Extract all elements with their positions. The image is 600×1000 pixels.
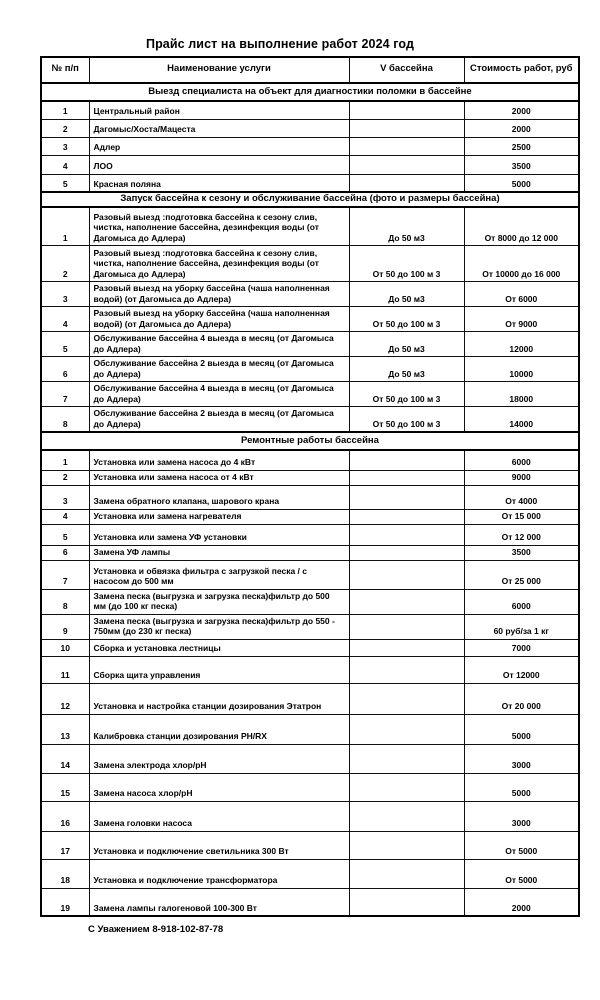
row-number-cell: 6 xyxy=(41,357,89,382)
table-row xyxy=(41,407,579,433)
service-name-cell: Замена лампы галогеновой 100-300 Вт xyxy=(89,888,349,916)
pool-volume-cell xyxy=(349,155,464,174)
table-row xyxy=(41,207,579,246)
pool-volume-cell xyxy=(349,683,464,714)
pool-volume-cell xyxy=(349,545,464,560)
price-table-body xyxy=(41,83,579,916)
pool-volume-cell xyxy=(349,859,464,888)
table-row xyxy=(41,589,579,614)
page-title: Прайс лист на выполнение работ 2024 год xyxy=(145,37,415,51)
pool-volume-cell: До 50 м3 xyxy=(349,207,464,246)
price-cell: 2000 xyxy=(464,101,579,119)
row-number-cell: 2 xyxy=(41,119,89,137)
pool-volume-cell xyxy=(349,470,464,485)
row-number-cell: 2 xyxy=(41,246,89,282)
pool-volume-cell xyxy=(349,714,464,744)
service-name-cell: Обслуживание бассейна 4 выезда в месяц (от Дагомыса до Адлера) xyxy=(89,332,349,357)
service-name-cell: Замена песка (выгрузка и загрузка песка)фильтр до 550 - 750мм (до 230 кг песка) xyxy=(89,614,349,639)
pool-volume-cell: От 50 до 100 м 3 xyxy=(349,407,464,433)
row-number-cell: 13 xyxy=(41,714,89,744)
price-cell: От 12 000 xyxy=(464,524,579,545)
pool-volume-cell xyxy=(349,119,464,137)
row-number-cell: 12 xyxy=(41,683,89,714)
service-name-cell: Установка или замена насоса до 4 кВт xyxy=(89,450,349,470)
price-cell: 3000 xyxy=(464,744,579,773)
table-row xyxy=(41,450,579,470)
pool-volume-cell xyxy=(349,831,464,859)
column-header-volume: V бассейна xyxy=(349,57,464,83)
row-number-cell: 3 xyxy=(41,137,89,155)
pool-volume-cell: До 50 м3 xyxy=(349,282,464,307)
table-row xyxy=(41,382,579,407)
table-row xyxy=(41,614,579,639)
pool-volume-cell: От 50 до 100 м 3 xyxy=(349,307,464,332)
service-name-cell: Установка и подключение трансформатора xyxy=(89,859,349,888)
table-row xyxy=(41,524,579,545)
table-row xyxy=(41,683,579,714)
row-number-cell: 3 xyxy=(41,485,89,509)
price-cell: 60 руб/за 1 кг xyxy=(464,614,579,639)
section-header: Ремонтные работы бассейна xyxy=(41,432,579,450)
table-row xyxy=(41,155,579,174)
service-name-cell: Установка и обвязка фильтра с загрузкой песка / с насосом до 500 мм xyxy=(89,560,349,589)
service-name-cell: Красная поляна xyxy=(89,174,349,192)
price-cell: От 12000 xyxy=(464,656,579,683)
service-name-cell: Замена обратного клапана, шарового крана xyxy=(89,485,349,509)
service-name-cell: Дагомыс/Хоста/Мацеста xyxy=(89,119,349,137)
table-row xyxy=(41,639,579,656)
price-cell: 14000 xyxy=(464,407,579,433)
table-row xyxy=(41,560,579,589)
service-name-cell: Замена насоса хлор/pH xyxy=(89,773,349,801)
row-number-cell: 7 xyxy=(41,382,89,407)
price-cell: 6000 xyxy=(464,589,579,614)
price-cell: От 5000 xyxy=(464,831,579,859)
row-number-cell: 18 xyxy=(41,859,89,888)
service-name-cell: Обслуживание бассейна 4 выезда в месяц (от Дагомыса до Адлера) xyxy=(89,382,349,407)
table-row xyxy=(41,332,579,357)
row-number-cell: 10 xyxy=(41,639,89,656)
price-cell: 2000 xyxy=(464,888,579,916)
row-number-cell: 1 xyxy=(41,207,89,246)
row-number-cell: 5 xyxy=(41,332,89,357)
column-header-price: Стоимость работ, руб xyxy=(464,57,579,83)
pool-volume-cell: От 50 до 100 м 3 xyxy=(349,382,464,407)
service-name-cell: Центральный район xyxy=(89,101,349,119)
table-row xyxy=(41,282,579,307)
price-cell: От 15 000 xyxy=(464,509,579,524)
pool-volume-cell xyxy=(349,560,464,589)
service-name-cell: Обслуживание бассейна 2 выезда в месяц (от Дагомыса до Адлера) xyxy=(89,407,349,433)
row-number-cell: 3 xyxy=(41,282,89,307)
price-cell: От 20 000 xyxy=(464,683,579,714)
table-row xyxy=(41,509,579,524)
row-number-cell: 9 xyxy=(41,614,89,639)
table-row xyxy=(41,831,579,859)
service-name-cell: Замена УФ лампы xyxy=(89,545,349,560)
table-header-row xyxy=(41,57,579,83)
price-cell: От 4000 xyxy=(464,485,579,509)
pool-volume-cell xyxy=(349,137,464,155)
table-row xyxy=(41,470,579,485)
service-name-cell: Установка и настройка станции дозирования Этатрон xyxy=(89,683,349,714)
price-cell: 2500 xyxy=(464,137,579,155)
pool-volume-cell: До 50 м3 xyxy=(349,332,464,357)
row-number-cell: 17 xyxy=(41,831,89,859)
row-number-cell: 1 xyxy=(41,101,89,119)
row-number-cell: 4 xyxy=(41,155,89,174)
row-number-cell: 2 xyxy=(41,470,89,485)
row-number-cell: 14 xyxy=(41,744,89,773)
pool-volume-cell xyxy=(349,524,464,545)
pool-volume-cell xyxy=(349,656,464,683)
service-name-cell: Разовый выезд на уборку бассейна (чаша наполненная водой) (от Дагомыса до Адлера) xyxy=(89,282,349,307)
row-number-cell: 5 xyxy=(41,174,89,192)
pool-volume-cell: От 50 до 100 м 3 xyxy=(349,246,464,282)
pool-volume-cell xyxy=(349,485,464,509)
service-name-cell: Замена песка (выгрузка и загрузка песка)фильтр до 500 мм (до 100 кг песка) xyxy=(89,589,349,614)
service-name-cell: ЛОО xyxy=(89,155,349,174)
section-header: Запуск бассейна к сезону и обслуживание бассейна (фото и размеры бассейна) xyxy=(41,192,579,207)
price-cell: 10000 xyxy=(464,357,579,382)
row-number-cell: 15 xyxy=(41,773,89,801)
table-row xyxy=(41,545,579,560)
table-row xyxy=(41,246,579,282)
price-cell: 18000 xyxy=(464,382,579,407)
row-number-cell: 16 xyxy=(41,801,89,831)
row-number-cell: 19 xyxy=(41,888,89,916)
section-header-row xyxy=(41,83,579,101)
service-name-cell: Установка или замена УФ установки xyxy=(89,524,349,545)
column-header-service: Наименование услуги xyxy=(89,57,349,83)
table-row xyxy=(41,357,579,382)
pool-volume-cell xyxy=(349,773,464,801)
price-cell: От 8000 до 12 000 xyxy=(464,207,579,246)
service-name-cell: Замена головки насоса xyxy=(89,801,349,831)
price-cell: 5000 xyxy=(464,714,579,744)
service-name-cell: Разовый выезд на уборку бассейна (чаша наполненная водой) (от Дагомыса до Адлера) xyxy=(89,307,349,332)
row-number-cell: 8 xyxy=(41,589,89,614)
table-row xyxy=(41,174,579,192)
service-name-cell: Обслуживание бассейна 2 выезда в месяц (от Дагомыса до Адлера) xyxy=(89,357,349,382)
price-cell: 9000 xyxy=(464,470,579,485)
pool-volume-cell xyxy=(349,450,464,470)
service-name-cell: Адлер xyxy=(89,137,349,155)
price-cell: 2000 xyxy=(464,119,579,137)
price-cell: 5000 xyxy=(464,773,579,801)
price-cell: От 6000 xyxy=(464,282,579,307)
price-cell: От 9000 xyxy=(464,307,579,332)
service-name-cell: Установка или замена насоса от 4 кВт xyxy=(89,470,349,485)
service-name-cell: Установка и подключение светильника 300 Вт xyxy=(89,831,349,859)
price-cell: 3500 xyxy=(464,545,579,560)
table-row xyxy=(41,773,579,801)
pool-volume-cell xyxy=(349,888,464,916)
row-number-cell: 1 xyxy=(41,450,89,470)
price-cell: 7000 xyxy=(464,639,579,656)
price-cell: 6000 xyxy=(464,450,579,470)
price-cell: От 10000 до 16 000 xyxy=(464,246,579,282)
table-row xyxy=(41,485,579,509)
service-name-cell: Разовый выезд :подготовка бассейна к сезону слив, чистка, наполнение бассейна, дезинфекция воды (от Дагомыса до Адлера) xyxy=(89,207,349,246)
section-header-row xyxy=(41,192,579,207)
table-row xyxy=(41,656,579,683)
service-name-cell: Сборка щита управления xyxy=(89,656,349,683)
pool-volume-cell xyxy=(349,744,464,773)
row-number-cell: 6 xyxy=(41,545,89,560)
pool-volume-cell xyxy=(349,589,464,614)
pool-volume-cell: До 50 м3 xyxy=(349,357,464,382)
column-header-number: № п/п xyxy=(41,57,89,83)
pool-volume-cell xyxy=(349,509,464,524)
pool-volume-cell xyxy=(349,801,464,831)
price-cell: 12000 xyxy=(464,332,579,357)
section-header-row xyxy=(41,432,579,450)
row-number-cell: 7 xyxy=(41,560,89,589)
service-name-cell: Разовый выезд :подготовка бассейна к сезону слив, чистка, наполнение бассейна, дезинфекция воды (от Дагомыса до Адлера) xyxy=(89,246,349,282)
price-cell: 5000 xyxy=(464,174,579,192)
table-row xyxy=(41,888,579,916)
table-row xyxy=(41,859,579,888)
section-header: Выезд специалиста на объект для диагностики поломки в бассейне xyxy=(41,83,579,101)
row-number-cell: 4 xyxy=(41,509,89,524)
price-cell: От 5000 xyxy=(464,859,579,888)
table-row xyxy=(41,137,579,155)
row-number-cell: 5 xyxy=(41,524,89,545)
service-name-cell: Установка или замена нагревателя xyxy=(89,509,349,524)
table-row xyxy=(41,307,579,332)
table-row xyxy=(41,744,579,773)
table-row xyxy=(41,101,579,119)
service-name-cell: Замена электрода хлор/pH xyxy=(89,744,349,773)
row-number-cell: 8 xyxy=(41,407,89,433)
pool-volume-cell xyxy=(349,174,464,192)
service-name-cell: Сборка и установка лестницы xyxy=(89,639,349,656)
price-cell: От 25 000 xyxy=(464,560,579,589)
pool-volume-cell xyxy=(349,101,464,119)
footer-contact: С Уважением 8-918-102-87-78 xyxy=(88,924,224,935)
service-name-cell: Калибровка станции дозирования PH/RX xyxy=(89,714,349,744)
price-table xyxy=(40,56,580,917)
row-number-cell: 11 xyxy=(41,656,89,683)
pool-volume-cell xyxy=(349,614,464,639)
table-row xyxy=(41,119,579,137)
price-cell: 3500 xyxy=(464,155,579,174)
pool-volume-cell xyxy=(349,639,464,656)
row-number-cell: 4 xyxy=(41,307,89,332)
table-row xyxy=(41,714,579,744)
table-row xyxy=(41,801,579,831)
price-cell: 3000 xyxy=(464,801,579,831)
